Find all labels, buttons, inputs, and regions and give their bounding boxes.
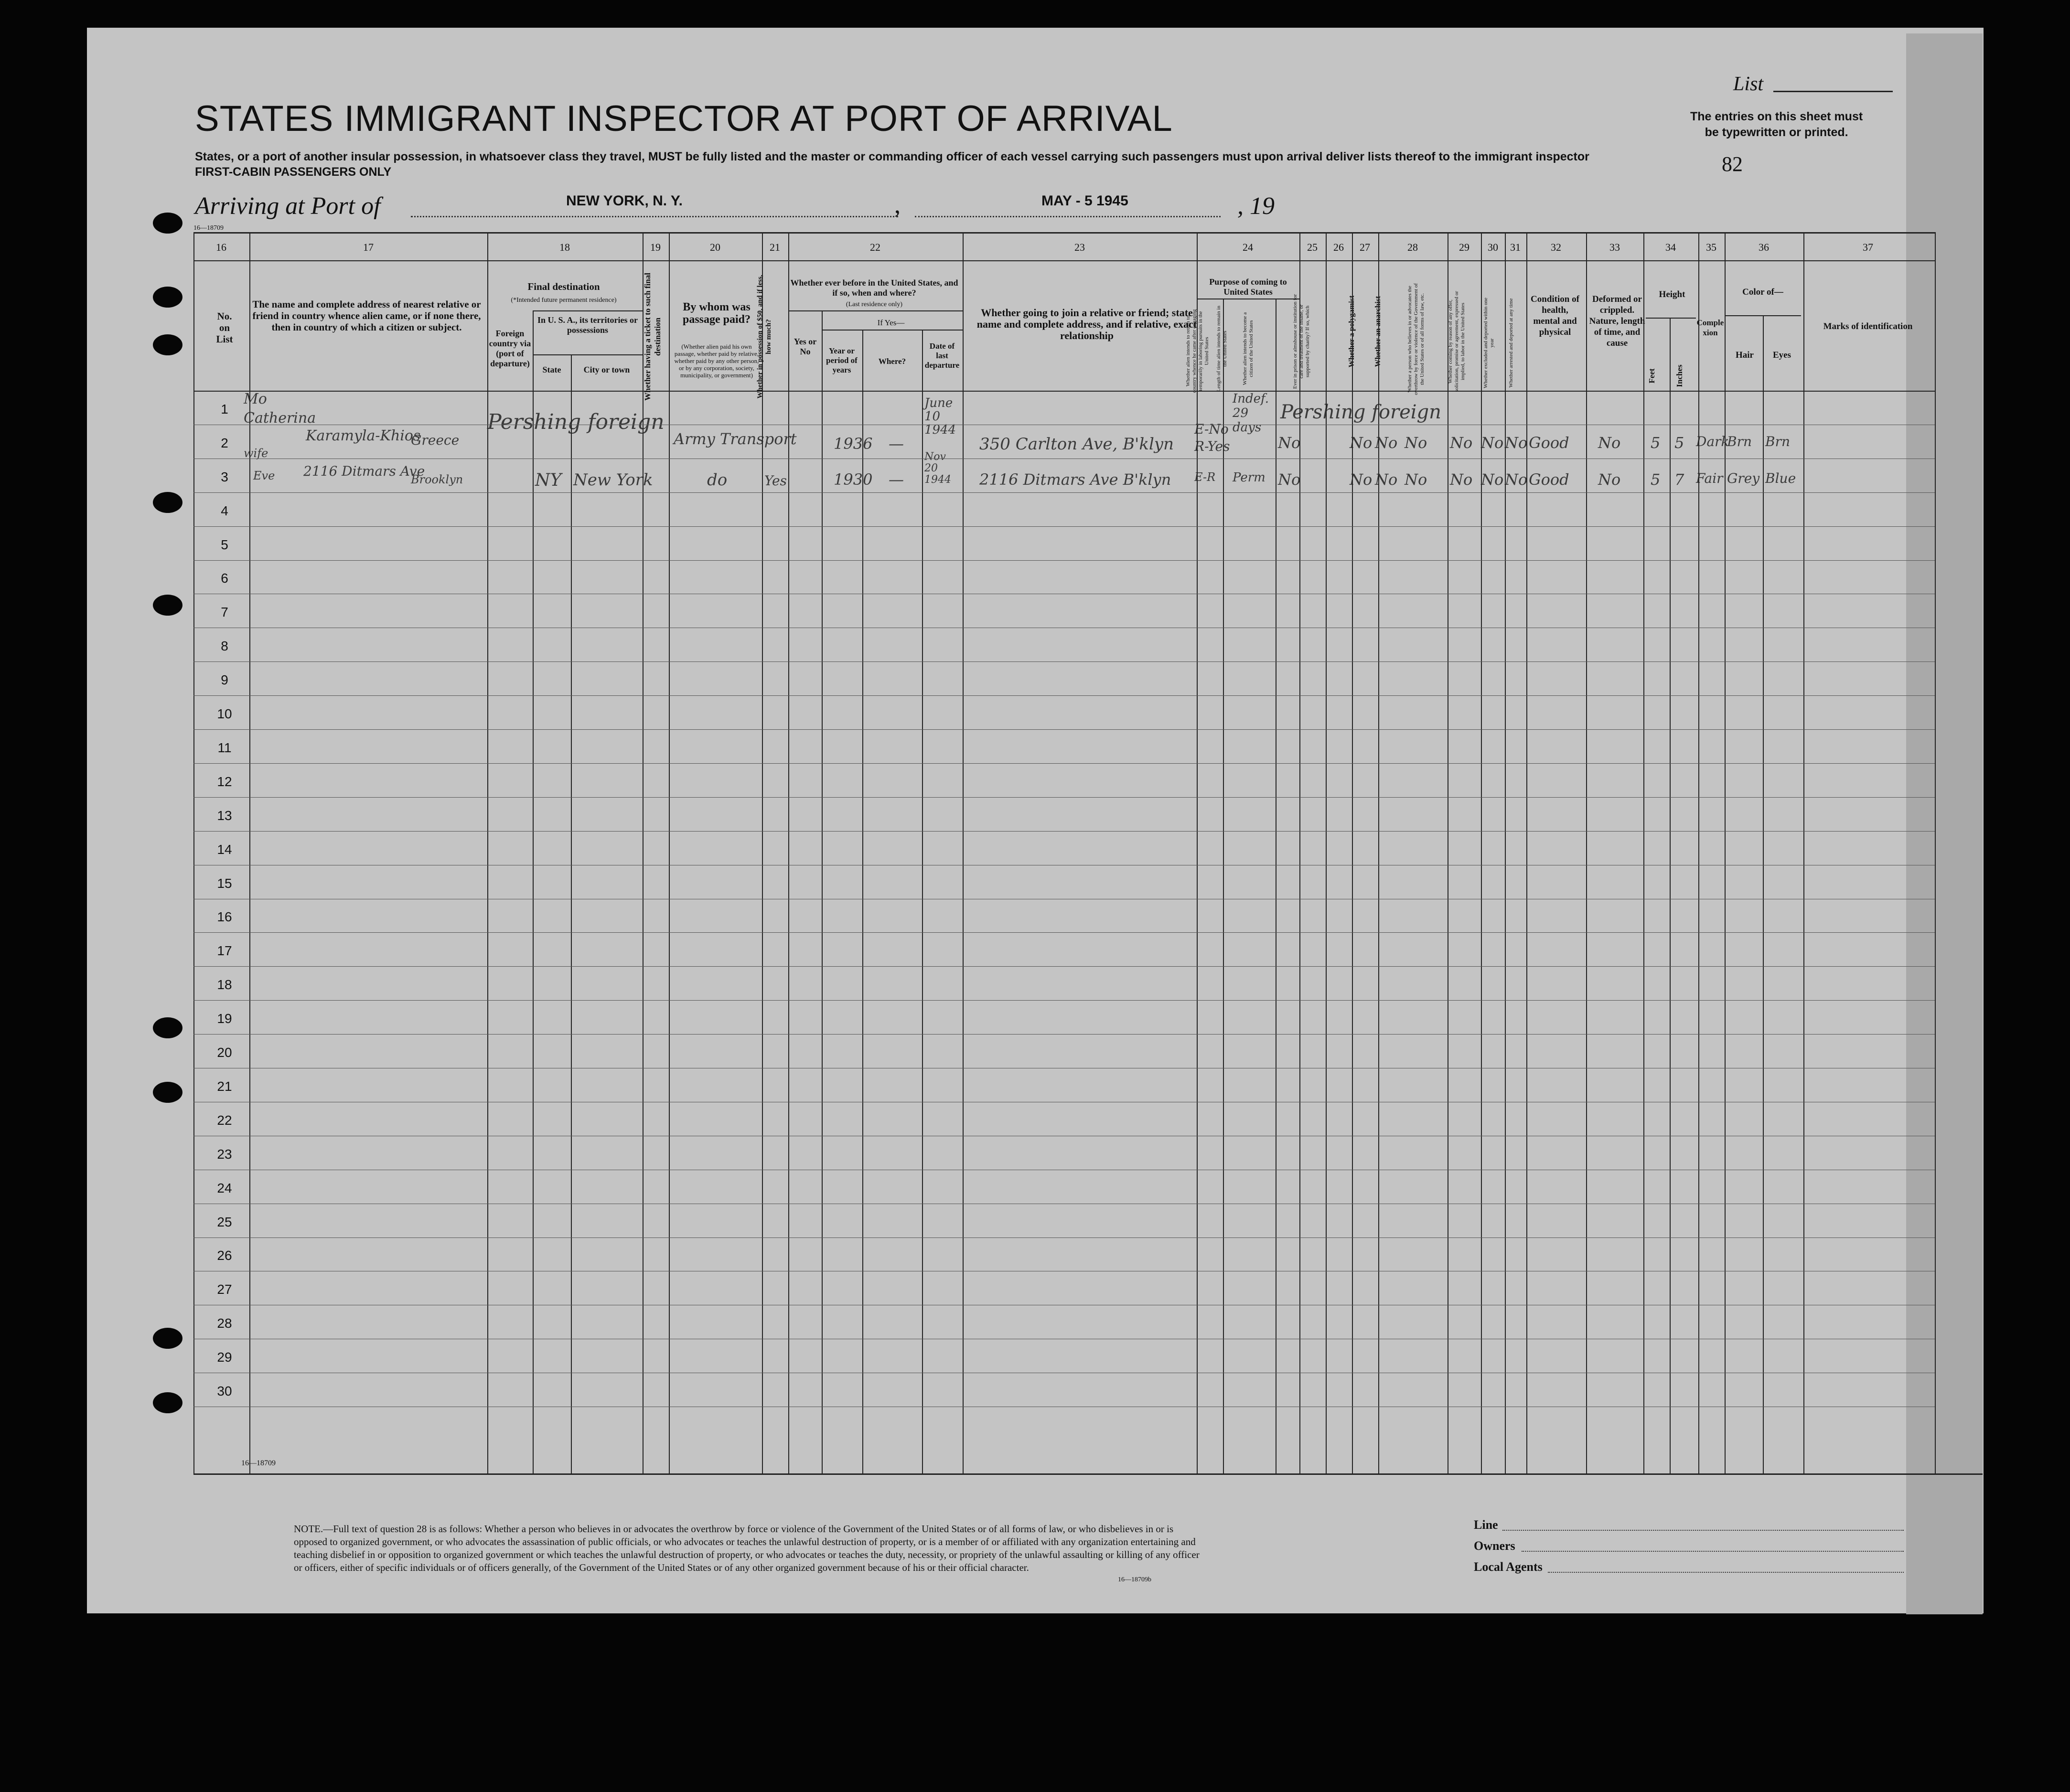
row-rule bbox=[193, 526, 1935, 527]
sub-column-rule bbox=[1670, 318, 1671, 1473]
row-number: 9 bbox=[221, 672, 228, 687]
row-number: 16 bbox=[217, 909, 232, 924]
column-rule bbox=[1526, 232, 1527, 1473]
row-number: 25 bbox=[217, 1215, 232, 1229]
column-number: 35 bbox=[1706, 241, 1716, 253]
column-number: 30 bbox=[1488, 241, 1498, 253]
row2-passage-paid: do bbox=[707, 470, 728, 490]
header-purpose: Purpose of coming to United States bbox=[1209, 277, 1287, 297]
column-number: 18 bbox=[559, 241, 570, 253]
column-rule bbox=[1586, 232, 1587, 1473]
header-height: Height bbox=[1659, 289, 1685, 299]
column-number: 22 bbox=[870, 241, 880, 253]
header-ticket: Whether having a ticket to such final destination bbox=[643, 273, 662, 401]
header-where: Where? bbox=[878, 357, 906, 366]
column-rule bbox=[193, 232, 194, 1473]
punch-hole bbox=[153, 334, 182, 355]
punch-hole bbox=[153, 1017, 182, 1038]
row2-relative-line1: wife bbox=[244, 447, 268, 460]
row-rule bbox=[193, 1237, 1935, 1238]
row2-health: Good bbox=[1529, 470, 1569, 489]
header-question-28: Whether a person who believes in or advocates the overthrow by force or violence of the Government of the United States or of all forms of law, etc. bbox=[1407, 283, 1425, 395]
column-number: 31 bbox=[1510, 241, 1521, 253]
row1-where: — bbox=[889, 435, 904, 453]
column-number-rule bbox=[193, 260, 1935, 261]
row-number: 20 bbox=[217, 1045, 232, 1060]
row2-prison: No bbox=[1278, 470, 1301, 489]
header-deformed: Deformed or crippled. Nature, length of time, and cause bbox=[1589, 294, 1645, 348]
row2-state: NY bbox=[535, 470, 562, 490]
row-rule bbox=[193, 831, 1935, 832]
row-rule bbox=[193, 695, 1935, 696]
row1-note: Pershing foreign bbox=[1280, 401, 1441, 423]
header-purpose-return: Whether alien intends to return to country whence he came after engaging temporarily in laboring pursuits in the United States bbox=[1185, 309, 1210, 393]
header-before-in-us-note: (Last residence only) bbox=[846, 301, 903, 308]
sub-column-rule bbox=[862, 330, 863, 1473]
column-rule bbox=[1725, 232, 1726, 1473]
row-number: 30 bbox=[217, 1384, 232, 1398]
column-rule bbox=[762, 232, 763, 1473]
header-in-usa: In U. S. A., its territories or possessions bbox=[537, 315, 638, 335]
local-agents-field bbox=[1548, 1572, 1904, 1573]
line-label: Line bbox=[1474, 1518, 1498, 1532]
column-number: 16 bbox=[216, 241, 226, 253]
row1-polygamist: No bbox=[1350, 434, 1373, 452]
owners-label: Owners bbox=[1474, 1539, 1515, 1553]
row2-offer-labor: No bbox=[1450, 470, 1473, 489]
punch-hole bbox=[153, 1392, 182, 1413]
form-number-bottom: 16—18709 bbox=[241, 1459, 276, 1467]
column-number: 23 bbox=[1074, 241, 1085, 253]
row-number: 14 bbox=[217, 842, 232, 857]
row2-eyes: Blue bbox=[1765, 470, 1796, 486]
row2-question-28: No bbox=[1405, 470, 1427, 489]
row-rule bbox=[193, 729, 1935, 730]
header-purpose-length: Length of time alien intends to remain in the United States bbox=[1216, 306, 1228, 392]
row-rule bbox=[193, 1034, 1935, 1035]
row1-eyes: Brn bbox=[1765, 434, 1790, 449]
column-number: 19 bbox=[650, 241, 661, 253]
row1-date-departure: June 10 1944 bbox=[924, 396, 956, 437]
header-yes-no: Yes or No bbox=[794, 337, 817, 356]
header-feet: Feet bbox=[1647, 368, 1656, 384]
punch-hole bbox=[153, 213, 182, 234]
header-fifty-dollars: Whether in possession of $50, and if less, how much? bbox=[756, 275, 772, 399]
row-rule bbox=[193, 763, 1935, 764]
row-rule bbox=[193, 1000, 1935, 1001]
row-number: 21 bbox=[217, 1079, 232, 1094]
header-complexion: Complexion bbox=[1696, 318, 1724, 337]
column-rule bbox=[1197, 232, 1198, 1473]
row-number: 17 bbox=[217, 943, 232, 958]
row1-relative-line1: Mo bbox=[244, 391, 267, 407]
column-rule bbox=[1378, 232, 1379, 1473]
header-date-departure: Date of last departure bbox=[924, 341, 960, 370]
column-rule bbox=[1803, 232, 1804, 1473]
header-prison: Ever in prison or almshouse or institution for care and treatment of the insane, or supported by charity? If so, which bbox=[1292, 294, 1310, 389]
header-nearest-relative: The name and complete address of nearest relative or friend in country whence alien came, or if none there, then in country of which a citizen or subject. bbox=[252, 299, 481, 333]
sub-rule bbox=[822, 330, 963, 331]
row-number: 28 bbox=[217, 1316, 232, 1331]
row1-purpose-2: R-Yes bbox=[1194, 438, 1230, 454]
header-passage-paid: By whom was passage paid? bbox=[682, 301, 751, 326]
column-number: 34 bbox=[1665, 241, 1676, 253]
column-rule bbox=[249, 232, 250, 1473]
arrival-date-stamp: MAY - 5 1945 bbox=[1041, 193, 1128, 209]
local-agents-label: Local Agents bbox=[1474, 1560, 1543, 1574]
sub-column-rule bbox=[571, 354, 572, 1473]
row-rule bbox=[193, 492, 1935, 493]
row-number: 18 bbox=[217, 977, 232, 992]
row2-excluded: No bbox=[1481, 470, 1504, 489]
header-color: Color of— bbox=[1742, 287, 1783, 297]
row1-inches: 5 bbox=[1674, 434, 1684, 452]
sub-rule bbox=[1646, 318, 1696, 319]
row-number: 13 bbox=[217, 808, 232, 823]
row1-anarchist: No bbox=[1375, 434, 1398, 452]
form-title: STATES IMMIGRANT INSPECTOR AT PORT OF ARRIVAL bbox=[195, 98, 1173, 139]
row1-year: 1936 bbox=[834, 435, 873, 453]
column-number: 37 bbox=[1863, 241, 1873, 253]
sub-column-rule bbox=[1763, 315, 1764, 1473]
row2-anarchist: No bbox=[1375, 470, 1398, 489]
row1-join: 350 Carlton Ave, B'klyn bbox=[979, 435, 1174, 454]
punch-hole bbox=[153, 287, 182, 308]
row-number: 10 bbox=[217, 706, 232, 721]
row-number: 22 bbox=[217, 1113, 232, 1128]
column-rule bbox=[487, 232, 488, 1473]
sheet-number: 82 bbox=[1722, 152, 1743, 176]
header-join-relative: Whether going to join a relative or friend; state name and complete address, and if relative, exact relationship bbox=[976, 307, 1197, 341]
column-rule bbox=[1935, 232, 1936, 1473]
header-purpose-citizen: Whether alien intends to become a citizen of the United States bbox=[1242, 312, 1254, 385]
header-final-destination-note: (*Intended future permanent residence) bbox=[511, 297, 617, 304]
row1-hair: Brn bbox=[1727, 434, 1752, 449]
row1-prison: No bbox=[1278, 434, 1301, 452]
row-number: 3 bbox=[221, 469, 228, 484]
header-eyes: Eyes bbox=[1773, 350, 1791, 360]
row2-where: — bbox=[889, 470, 904, 489]
table-bottom-border bbox=[193, 1473, 1983, 1475]
column-number: 21 bbox=[770, 241, 780, 253]
sub-column-rule bbox=[922, 330, 923, 1473]
row-number: 2 bbox=[221, 436, 228, 450]
row-rule bbox=[193, 560, 1935, 561]
row1-offer-labor: No bbox=[1450, 434, 1473, 452]
punch-hole bbox=[153, 1328, 182, 1349]
punch-hole bbox=[153, 595, 182, 616]
row-number: 8 bbox=[221, 639, 228, 653]
row2-date-departure: Nov 20 1944 bbox=[924, 451, 951, 486]
form-number-note: 16—18709b bbox=[1118, 1576, 1151, 1583]
list-number-line bbox=[1773, 91, 1893, 92]
row2-polygamist: No bbox=[1350, 470, 1373, 489]
separator: , bbox=[894, 192, 901, 219]
passenger-class: FIRST-CABIN PASSENGERS ONLY bbox=[195, 165, 392, 179]
entries-note bbox=[1690, 109, 1863, 140]
row2-relative-line4: Brooklyn bbox=[411, 473, 463, 486]
row1-foreign-country: Pershing foreign bbox=[487, 410, 665, 434]
header-city: City or town bbox=[583, 365, 630, 374]
punch-hole bbox=[153, 492, 182, 513]
row-number: 15 bbox=[217, 876, 232, 891]
punch-hole bbox=[153, 1082, 182, 1103]
header-marks: Marks of identification bbox=[1823, 321, 1913, 331]
row1-complexion: Dark bbox=[1696, 434, 1729, 449]
column-rule bbox=[788, 232, 789, 1473]
header-foreign-country: Foreign country via (port of departure) bbox=[489, 329, 531, 368]
row2-purpose: E-R bbox=[1194, 470, 1216, 484]
header-before-in-us: Whether ever before in the United States, and if so, when and where? bbox=[790, 278, 958, 298]
row2-complexion: Fair bbox=[1696, 470, 1723, 486]
column-number: 26 bbox=[1333, 241, 1344, 253]
column-number: 20 bbox=[710, 241, 720, 253]
column-rule bbox=[1326, 232, 1327, 1473]
column-rule bbox=[643, 232, 644, 1473]
date-line bbox=[915, 216, 1221, 217]
header-state: State bbox=[542, 365, 561, 374]
row1-purpose: E-No bbox=[1194, 421, 1229, 437]
row-number: 23 bbox=[217, 1147, 232, 1162]
row1-relative-line4: Greece bbox=[411, 432, 460, 448]
row1-feet: 5 bbox=[1651, 434, 1661, 452]
row2-fifty-dollars: Yes bbox=[764, 473, 787, 489]
owners-field bbox=[1522, 1551, 1904, 1552]
row-number: 29 bbox=[217, 1350, 232, 1365]
row1-arrested: No bbox=[1505, 434, 1528, 452]
right-margin-strip bbox=[1906, 33, 1983, 1614]
column-rule bbox=[1352, 232, 1353, 1473]
row2-relative-line2: Eve bbox=[253, 469, 275, 482]
table-top-border bbox=[193, 232, 1935, 234]
sub-rule bbox=[533, 310, 643, 311]
sub-column-rule bbox=[533, 310, 534, 1473]
port-line bbox=[411, 216, 898, 217]
header-inches: Inches bbox=[1675, 364, 1684, 387]
row2-deformed: No bbox=[1598, 470, 1621, 489]
column-number: 29 bbox=[1459, 241, 1469, 253]
row-number: 24 bbox=[217, 1181, 232, 1195]
row2-inches: 7 bbox=[1674, 470, 1684, 489]
row1-health: Good bbox=[1529, 434, 1569, 452]
row-rule bbox=[193, 797, 1935, 798]
header-anarchist: Whether an anarchist bbox=[1374, 296, 1382, 367]
column-number: 24 bbox=[1243, 241, 1253, 253]
header-list-number: No. on List bbox=[216, 310, 233, 345]
row1-relative-line3: Karamyla-Khios bbox=[306, 427, 421, 444]
header-offer-labor: Whether coming by reason of any offer, solicitation, promise or agreement, expressed or implied, to labor in the United States bbox=[1448, 291, 1466, 392]
port-of-arrival: NEW YORK, N. Y. bbox=[566, 193, 683, 209]
header-passage-paid-note: (Whether alien paid his own passage, whether paid by relative, whether paid by any other person, or by any corporation, society, municipality, or government) bbox=[674, 343, 759, 379]
question-28-note: NOTE.—Full text of question 28 is as follows: Whether a person who believes in or advocates the overthrow by force or violence of the Government of the United States or of all forms of law, or who disbelieves in or is opposed to organized government, or who advocates the assassination of public officials, or who advocates or teaches the unlawful destruction of property, or is a member of or affiliated with any organization entertaining and teaching disbelief in or opposition to organized government or which teaches the unlawful destruction of property, or who advocates or teaches the duty, necessity, or propriety of the unlawful assaulting or killing of any officer or officers, either of specific individuals or of officers generally, of the Government of the United States or of any other organized government because of his or their official character. bbox=[294, 1523, 1200, 1573]
line-field bbox=[1502, 1530, 1904, 1531]
row1-question-28: No bbox=[1405, 434, 1427, 452]
row1-passage-paid: Army Transport bbox=[674, 430, 797, 448]
header-bottom-rule bbox=[193, 391, 1935, 392]
column-number: 32 bbox=[1551, 241, 1561, 253]
column-number: 25 bbox=[1307, 241, 1318, 253]
header-polygamist: Whether a polygamist bbox=[1348, 295, 1356, 368]
row-number: 7 bbox=[221, 605, 228, 619]
row-number: 6 bbox=[221, 571, 228, 586]
row2-join: 2116 Ditmars Ave B'klyn bbox=[979, 470, 1171, 489]
row2-relative-line3: 2116 Ditmars Ave bbox=[303, 463, 425, 479]
row-number: 27 bbox=[217, 1282, 232, 1297]
row2-length: Perm bbox=[1233, 470, 1266, 485]
column-number: 28 bbox=[1407, 241, 1418, 253]
column-rule bbox=[669, 232, 670, 1473]
column-number: 33 bbox=[1609, 241, 1620, 253]
row2-year: 1930 bbox=[834, 470, 873, 489]
column-rule bbox=[1505, 232, 1506, 1473]
row-number: 4 bbox=[221, 503, 228, 518]
row1-relative-line2: Catherina bbox=[244, 410, 316, 427]
header-health: Condition of health, mental and physical bbox=[1531, 294, 1579, 337]
form-subtitle: States, or a port of another insular possession, in whatsoever class they travel, MUST be fully listed and the master or commanding officer of each vessel carrying such passengers must upon arrival deliver lists thereof to the immigrant inspector bbox=[195, 150, 1589, 163]
row-rule bbox=[193, 966, 1935, 967]
column-rule bbox=[963, 232, 964, 1473]
column-rule bbox=[1299, 232, 1300, 1473]
column-number: 17 bbox=[363, 241, 374, 253]
row-number: 1 bbox=[221, 402, 228, 416]
row1-excluded: No bbox=[1481, 434, 1504, 452]
row-rule bbox=[193, 932, 1935, 933]
column-number: 27 bbox=[1360, 241, 1370, 253]
row-rule bbox=[193, 661, 1935, 662]
sub-rule bbox=[788, 310, 963, 311]
row-number: 5 bbox=[221, 537, 228, 552]
header-final-destination: Final destination bbox=[527, 281, 600, 292]
sub-column-rule bbox=[1223, 299, 1224, 1473]
sub-column-rule bbox=[822, 310, 823, 1473]
column-rule bbox=[1698, 232, 1699, 1473]
column-rule bbox=[1481, 232, 1482, 1473]
row1-deformed: No bbox=[1598, 434, 1621, 452]
row-number: 19 bbox=[217, 1011, 232, 1026]
header-hair: Hair bbox=[1736, 350, 1754, 360]
row2-feet: 5 bbox=[1651, 470, 1661, 489]
row-number: 26 bbox=[217, 1248, 232, 1263]
row-number: 11 bbox=[217, 740, 232, 755]
column-number: 36 bbox=[1759, 241, 1769, 253]
form-number-top: 16—18709 bbox=[193, 224, 224, 232]
list-label: List bbox=[1733, 73, 1764, 95]
row1-length: Indef. 29 days bbox=[1233, 392, 1269, 435]
row-number: 12 bbox=[217, 774, 232, 789]
arriving-label: Arriving at Port of bbox=[195, 192, 381, 220]
column-rule bbox=[1643, 232, 1644, 1473]
year-prefix: , 19 bbox=[1237, 192, 1275, 220]
header-arrested: Whether arrested and deported at any time bbox=[1508, 298, 1514, 388]
sub-rule bbox=[533, 354, 643, 355]
row2-arrested: No bbox=[1505, 470, 1528, 489]
entries-note-text: The entries on this sheet must be typewritten or printed. bbox=[1690, 110, 1863, 139]
header-if-yes: If Yes— bbox=[877, 318, 905, 327]
row2-hair: Grey bbox=[1727, 470, 1760, 486]
row2-city: New York bbox=[573, 470, 653, 490]
header-excluded: Whether excluded and deported within one year bbox=[1483, 298, 1495, 388]
header-year: Year or period of years bbox=[826, 346, 858, 374]
